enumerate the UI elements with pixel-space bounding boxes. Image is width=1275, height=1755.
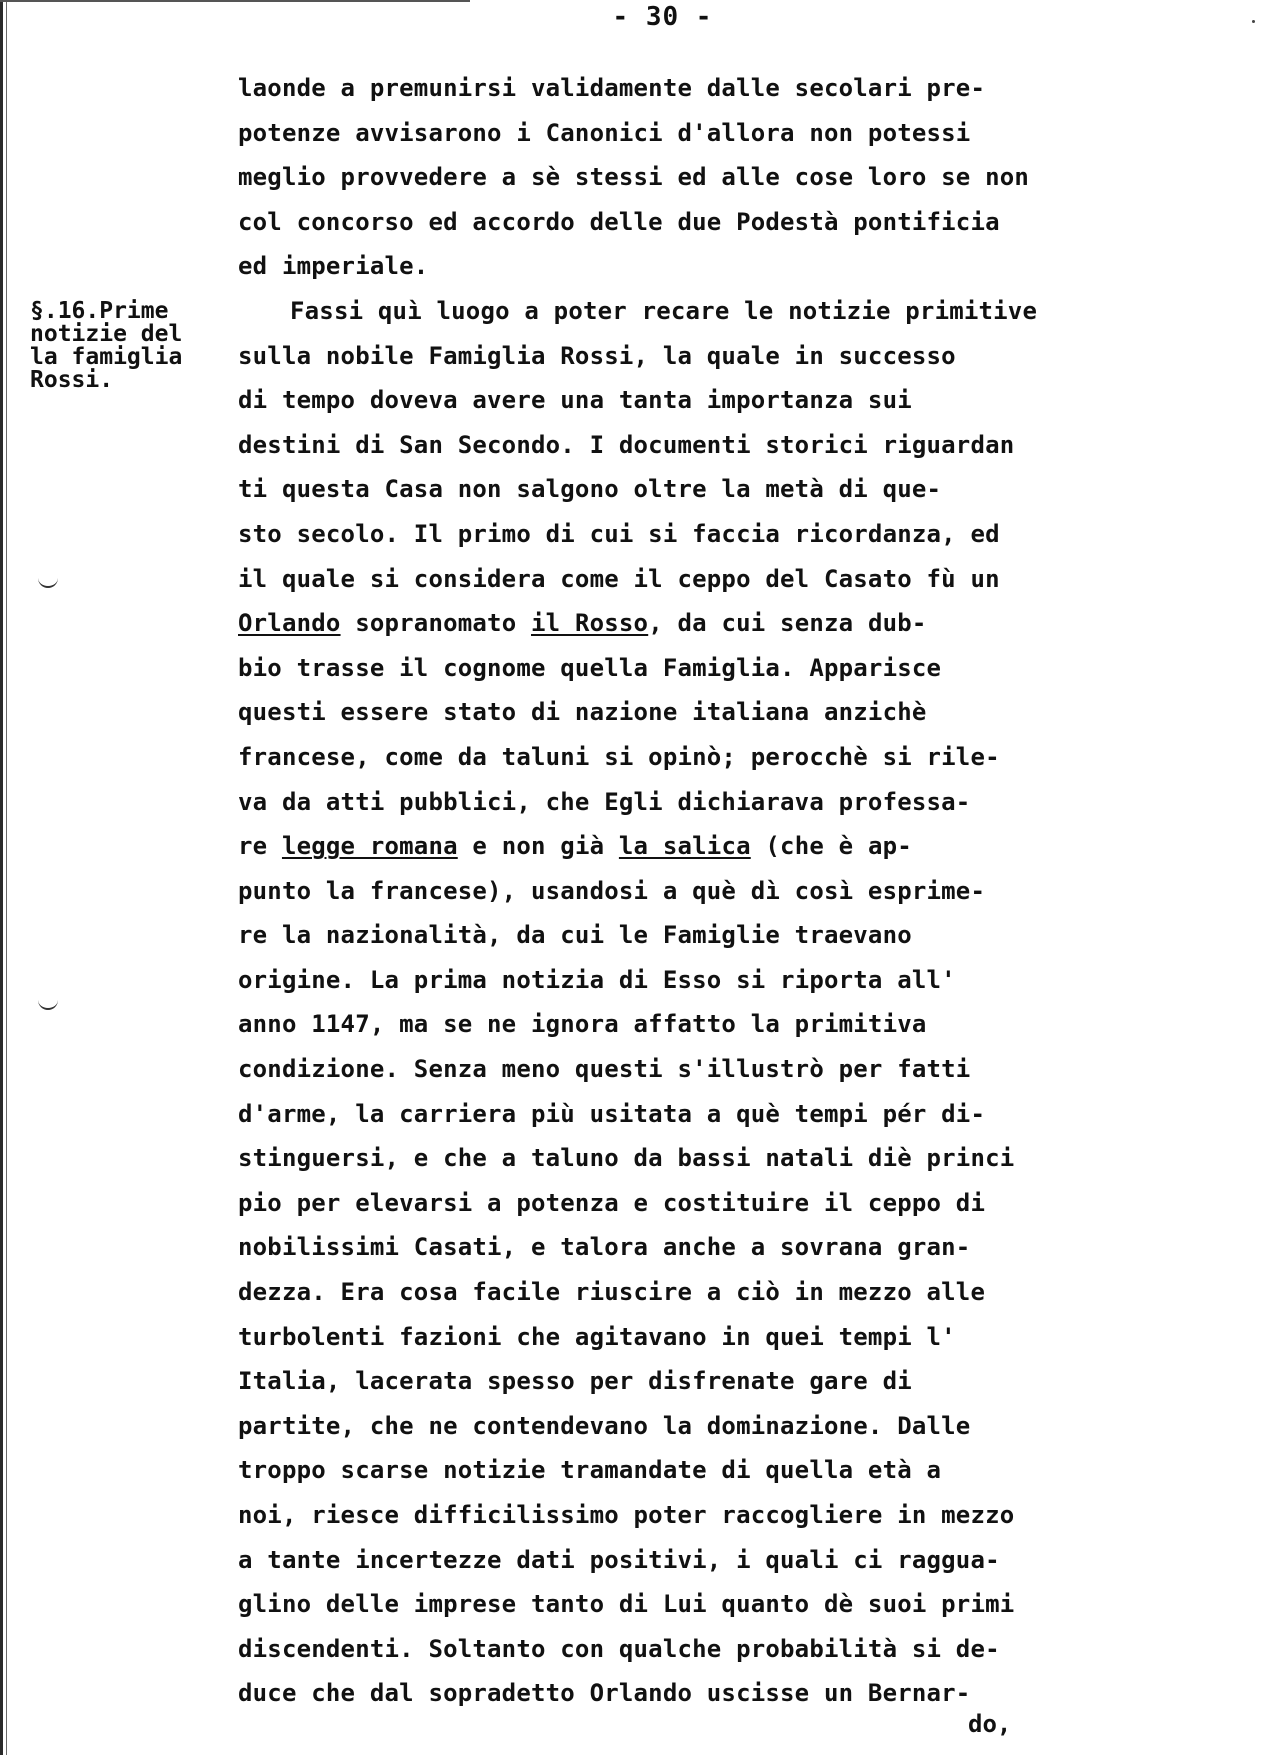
underlined-text: legge romana	[281, 832, 458, 861]
text-line	[238, 1627, 1088, 1672]
text-line	[238, 1671, 1088, 1716]
text-run: sulla nobile Famiglia Rossi, la quale in successo	[238, 341, 956, 370]
text-run: bio trasse il cognome quella Famiglia. Apparisce	[238, 653, 942, 682]
text-line	[238, 958, 1088, 1003]
text-run: sopranomato	[340, 609, 531, 638]
text-line	[238, 111, 1088, 156]
text-line	[238, 1448, 1088, 1493]
text-line	[238, 334, 1088, 379]
text-line	[238, 780, 1088, 825]
text-run: (che è ap-	[750, 832, 912, 861]
text-run: il quale si considera come il ceppo del Casato fù un	[238, 564, 1000, 593]
text-run: meglio provvedere a sè stessi ed alle cose loro se non	[238, 163, 1030, 192]
text-line	[238, 557, 1088, 602]
text-line	[238, 1359, 1088, 1404]
text-line	[238, 155, 1088, 200]
text-run: origine. La prima notizia di Esso si riporta all'	[238, 965, 956, 994]
text-line	[238, 1136, 1088, 1181]
text-line	[238, 1047, 1088, 1092]
body-text	[238, 66, 1088, 1716]
text-line	[238, 1493, 1088, 1538]
text-run: punto la francese), usandosi a què dì così esprime-	[238, 876, 986, 905]
underlined-text: Orlando	[238, 609, 341, 638]
text-line	[238, 735, 1088, 780]
text-run: e non già	[457, 832, 619, 861]
text-line	[238, 913, 1088, 958]
text-line	[238, 869, 1088, 914]
text-run: va da atti pubblici, che Egli dichiarava professa-	[238, 787, 971, 816]
text-run: di tempo doveva avere una tanta importanza sui	[238, 386, 912, 415]
text-run: duce che dal sopradetto Orlando uscisse un Bernar-	[238, 1679, 971, 1708]
text-run: questi essere stato di nazione italiana anzichè	[238, 698, 927, 727]
text-run: partite, che ne contendevano la dominazione. Dalle	[238, 1411, 971, 1440]
text-line	[238, 601, 1088, 646]
text-run: potenze avvisarono i Canonici d'allora non potessi	[238, 118, 971, 147]
margin-pencil-mark	[38, 1000, 58, 1010]
text-line	[238, 1270, 1088, 1315]
page-number-text: - 30 -	[612, 2, 713, 32]
text-line	[238, 423, 1088, 468]
text-run: d'arme, la carriera più usitata a què tempi pér di-	[238, 1099, 986, 1128]
text-run: laonde a premunirsi validamente dalle secolari pre-	[238, 74, 986, 102]
text-run: col concorso ed accordo delle due Podestà pontificia	[238, 207, 1000, 236]
underlined-text: il Rosso	[531, 609, 649, 638]
text-run: ti questa Casa non salgono oltre la metà di que-	[238, 475, 942, 504]
text-run: pio per elevarsi a potenza e costituire il ceppo di	[238, 1188, 986, 1217]
text-line	[238, 244, 1088, 289]
text-line	[238, 646, 1088, 691]
text-run: sto secolo. Il primo di cui si faccia ricordanza, ed	[238, 519, 1000, 548]
text-line	[238, 467, 1088, 512]
text-run: discendenti. Soltanto con qualche probabilità si de-	[238, 1634, 1000, 1663]
text-run: destini di San Secondo. I documenti storici riguardan	[238, 430, 1015, 459]
text-run: nobilissimi Casati, e talora anche a sovrana gran-	[238, 1233, 971, 1262]
text-run: noi, riesce difficilissimo poter raccogliere in mezzo	[238, 1501, 1015, 1529]
text-line	[238, 1538, 1088, 1583]
text-line	[238, 690, 1088, 735]
text-run: condizione. Senza meno questi s'illustrò per fatti	[238, 1055, 971, 1084]
text-line	[238, 66, 1088, 111]
text-line	[238, 289, 1088, 334]
text-line	[238, 1315, 1088, 1360]
binding-edge	[0, 0, 14, 1755]
text-line	[238, 1181, 1088, 1226]
text-run: dezza. Era cosa facile riuscire a ciò in mezzo alle	[238, 1278, 986, 1307]
text-run: troppo scarse notizie tramandate di quella età a	[238, 1456, 942, 1485]
text-line	[238, 1225, 1088, 1270]
text-run: re la nazionalità, da cui le Famiglie traevano	[238, 921, 912, 950]
text-run: , da cui senza dub-	[648, 609, 927, 638]
text-run: glino delle imprese tanto di Lui quanto dè suoi primi	[238, 1590, 1015, 1619]
text-line	[238, 378, 1088, 423]
margin-note: §.16.Prime notizie del la famiglia Rossi.	[30, 298, 183, 393]
text-run: anno 1147, ma se ne ignora affatto la primitiva	[238, 1010, 927, 1039]
catchword: do,	[968, 1710, 1012, 1738]
text-line	[238, 824, 1088, 869]
text-line	[238, 1092, 1088, 1137]
text-run: turbolenti fazioni che agitavano in quei tempi l'	[238, 1322, 956, 1351]
text-line	[238, 1404, 1088, 1449]
text-line	[238, 512, 1088, 557]
text-line	[238, 1002, 1088, 1047]
text-run: Fassi quì luogo a poter recare le notizie primitive	[290, 296, 1038, 325]
text-line	[238, 200, 1088, 245]
text-run: francese, come da taluni si opinò; perocchè si rile-	[238, 742, 1000, 771]
text-run: re	[238, 832, 282, 861]
text-run: stinguersi, e che a taluno da bassi natali diè princi	[238, 1144, 1015, 1173]
text-line	[238, 1582, 1088, 1627]
underlined-text: la salica	[618, 832, 751, 861]
page-number	[0, 2, 1275, 32]
text-run: a tante incertezze dati positivi, i quali ci raggua-	[238, 1545, 1000, 1574]
text-run: ed imperiale.	[238, 252, 429, 281]
margin-pencil-mark	[38, 578, 58, 588]
text-run: Italia, lacerata spesso per disfrenate gare di	[238, 1367, 912, 1396]
